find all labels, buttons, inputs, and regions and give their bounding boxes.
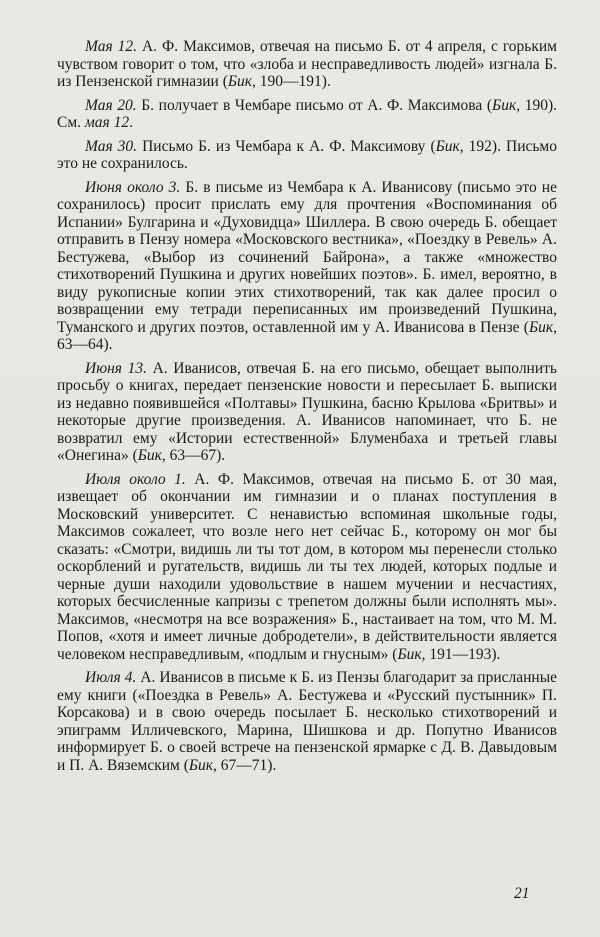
entry-italic-text: Бик	[137, 447, 162, 464]
chronicle-entry	[57, 97, 557, 132]
entry-italic-text: Бик	[397, 645, 422, 663]
entry-text: , 63—67).	[161, 447, 226, 464]
chronicle-entry	[57, 360, 557, 465]
entry-text: Письмо Б. из Чембара к А. Ф. Максимову (	[137, 137, 436, 155]
entry-date: Июля 4.	[85, 669, 137, 686]
entry-text: , 190). См.	[57, 96, 557, 131]
entry-italic-text: Бик	[528, 318, 554, 336]
entry-text: А. Иванисов, отвечая Б. на его письмо, обещает выполнить просьбу о книгах, передает пензенские новости и пересылает Б. выписки из недавно появившейся «Полтавы» Пушкина, басню Крылова «Бритвы» и некоторые другие произведения. А. Иванисов напоминает, что Б. не возвратил ему «Истории естественной» Блуменбаха и третьей главы «Онегина» (	[57, 359, 557, 464]
chronicle-entry	[57, 669, 557, 774]
entry-italic-text: Бик	[435, 137, 460, 155]
entry-text: А. Иванисов в письме к Б. из Пензы благодарит за присланные ему книги («Поездка в Ревель» А. Бестужева и «Русский пустынник» П. Корсакова) и в свою очередь посылает Б. несколько стихотворений и эпиграмм Илличевского, Марина, Шишкова и др. Попутно Иванисов информирует Б. о своей встрече на пензенской ярмарке с Д. В. Давыдовым и П. А. Вяземским (	[57, 669, 557, 774]
chronicle-entry	[57, 179, 557, 354]
entry-text: А. Ф. Максимов, отвечая на письмо Б. от 30 мая, извещает об окончании им гимназии и о планах поступления в Московский университет. С ненавистью вспоминая школьные годы, Максимов сожалеет, что возле него нет сейчас Б., которому он мог бы сказать: «Смотри, видишь ли ты тот дом, в котором мы перенесли столько оскорблений и ругательств, видишь ли ты тех людей, которых подлые и черные души находили удовольствие в нашем мучении и несчастиях, которых бесчисленные капризы с трепетом должны были исполнять мы». Максимов, «несмотря на все возражения» Б., настаивает на том, что М. М. Попов, «хотя и имеет личные добродетели», в действительности является человеком несправедливым, «подлым и гнусным» (	[57, 470, 557, 663]
chronicle-entry	[57, 138, 557, 173]
page-text	[57, 38, 557, 774]
entry-date: Мая 20.	[85, 96, 137, 114]
entry-text: Б. в письме из Чембара к А. Иванисову (письмо это не сохранилось) просит прислать ему для прочтения «Воспоминания об Испании» Булгарина и «Духовидца» Шиллера. В свою очередь Б. обещает отправить в Пензу номера «Московского вестника», «Поездку в Ревель» А. Бестужева, «Выбор из сочинений Байрона», а также «множество стихотворений Пушкина и других новейших поэтов». Б. имел, вероятно, в виду рукописные копии этих стихотворений, так как далее просил о возвращении ему тетради переписанных им произведений Пушкина, Туманского и других поэтов, оставленной им у А. Иванисова в Пензе (	[57, 178, 557, 336]
entry-date: Июня 13.	[85, 359, 147, 377]
entry-text: , 190—191).	[252, 73, 331, 90]
entry-italic-text: Бик	[492, 96, 517, 114]
entry-text: , 192). Письмо это не сохранилось.	[57, 137, 557, 172]
chronicle-entry	[57, 471, 557, 664]
entry-text: А. Ф. Максимов, отвечая на письмо Б. от 4 апреля, с горьким чувством говорит о том, что «злоба и несправедливость людей» изгнала Б. из Пензенской гимназии (	[57, 38, 557, 90]
entry-text: Б. получает в Чембаре письмо от А. Ф. Максимова (	[136, 96, 493, 114]
entry-italic-text: мая 12	[84, 114, 130, 131]
entry-text: .	[129, 114, 134, 131]
entry-italic-text: Бик	[188, 756, 214, 774]
entry-date: Мая 30.	[85, 137, 138, 155]
entry-text: , 63—64).	[57, 318, 557, 353]
entry-italic-text: Бик	[227, 73, 253, 90]
entry-text: , 191—193).	[421, 645, 501, 663]
entry-text: , 67—71).	[213, 756, 277, 774]
entry-date: Июня около 3.	[85, 178, 181, 196]
page-number: 21	[514, 885, 530, 902]
entry-date: Мая 12.	[85, 38, 137, 55]
chronicle-entry	[57, 38, 557, 91]
entry-date: Июля около 1.	[85, 470, 186, 488]
